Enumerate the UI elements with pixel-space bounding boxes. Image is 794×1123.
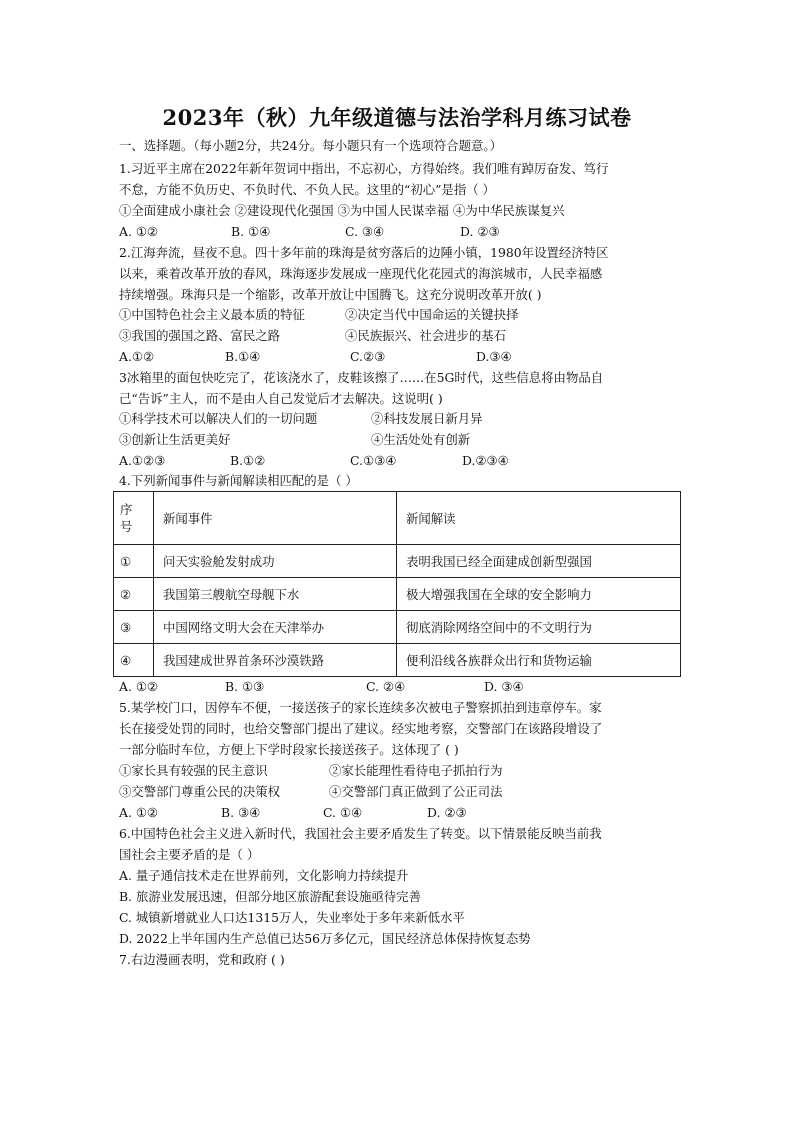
q3-stem-line-1: 3冰箱里的面包快吃完了，花该浇水了，皮鞋该擦了……在5G时代，这些信息将由物品自 (119, 370, 604, 385)
q6-option-c: C. 城镇新增就业人口达1315万人，失业率处于多年来新低水平 (119, 910, 465, 925)
table-cell-event: 我国第三艘航空母舰下水 (154, 578, 397, 611)
q3-statement-1: ①科学技术可以解决人们的一切问题 (119, 411, 318, 426)
table-header-interpretation: 新闻解读 (397, 492, 681, 545)
q6-option-a: A. 量子通信技术走在世界前列，文化影响力持续提升 (119, 868, 409, 883)
q3-statement-3: ③创新让生活更美好 (119, 432, 231, 447)
table-cell-seq: ① (114, 545, 154, 578)
q5-option-c: C. ①④ (323, 805, 363, 820)
q6-stem-line-1: 6.中国特色社会主义进入新时代，我国社会主要矛盾发生了转变。以下情景能反映当前我 (119, 826, 602, 841)
q5-stem-line-1: 5.某学校门口，因停车不便，一接送孩子的家长连续多次被电子警察抓拍到违章停车。家 (119, 700, 602, 715)
table-header-seq-label: 序号 (120, 502, 133, 534)
q3-stem-line-2: 己“告诉”主人，而不是由人自己发觉后才去解决。这说明( ) (119, 391, 443, 406)
q2-option-d: D.③④ (476, 349, 512, 364)
q4-option-c: C. ②④ (366, 679, 406, 694)
exam-title: 2023年（秋）九年级道德与法治学科月练习试卷 (162, 105, 632, 130)
q1-stem-line-2: 不怠，方能不负历史、不负时代、不负人民。这里的“初心”是指（ ） (119, 182, 495, 197)
news-table (113, 491, 681, 677)
q1-option-d: D. ②③ (460, 224, 500, 239)
table-cell-seq: ② (114, 578, 154, 611)
q2-statement-3: ③我国的强国之路、富民之路 (119, 328, 281, 343)
table-row (114, 644, 681, 677)
table-cell-event: 问天实验舱发射成功 (154, 545, 397, 578)
q4-option-b: B. ①③ (225, 679, 265, 694)
table-header-seq (114, 492, 154, 545)
table-cell-event: 中国网络文明大会在天津举办 (154, 611, 397, 644)
q2-stem-line-2: 以来，乘着改革开放的春风，珠海逐步发展成一座现代化花园式的海滨城市，人民幸福感 (119, 266, 603, 281)
q2-statement-4: ④民族振兴、社会进步的基石 (345, 328, 507, 343)
q4-option-a: A. ①② (119, 679, 159, 694)
q2-option-c: C.②③ (350, 349, 386, 364)
table-row (114, 545, 681, 578)
q2-statement-1: ①中国特色社会主义最本质的特征 (119, 307, 305, 322)
q3-option-a: A.①②③ (119, 453, 166, 468)
table-header-row (114, 492, 681, 545)
q2-option-a: A.①② (119, 349, 155, 364)
q4-stem: 4.下列新闻事件与新闻解读相匹配的是（ ） (119, 473, 358, 488)
q5-option-a: A. ①② (119, 805, 159, 820)
q5-stem-line-2: 长在接受处罚的同时，也给交警部门提出了建议。经实地考察，交警部门在该路段增设了 (119, 721, 603, 736)
q2-stem-line-3: 持续增强。珠海只是一个缩影，改革开放让中国腾飞。这充分说明改革开放( ) (119, 287, 542, 302)
q4-option-d: D. ③④ (484, 679, 524, 694)
table-cell-event: 我国建成世界首条环沙漠铁路 (154, 644, 397, 677)
q5-option-b: B. ③④ (221, 805, 261, 820)
table-cell-seq: ③ (114, 611, 154, 644)
table-row (114, 578, 681, 611)
q3-option-c: C.①③④ (350, 453, 397, 468)
table-cell-interpretation: 表明我国已经全面建成创新型强国 (397, 545, 681, 578)
q5-stem-line-3: 一部分临时车位，方便上下学时段家长接送孩子。这体现了 ( ) (119, 742, 459, 757)
q5-statement-4: ④交警部门真正做到了公正司法 (329, 784, 503, 799)
q1-statements: ①全面建成小康社会 ②建设现代化强国 ③为中国人民谋幸福 ④为中华民族谋复兴 (119, 203, 565, 218)
q1-option-b: B. ①④ (231, 224, 271, 239)
q3-statement-4: ④生活处处有创新 (371, 432, 471, 447)
table-header-event: 新闻事件 (154, 492, 397, 545)
q5-statement-2: ②家长能理性看待电子抓拍行为 (329, 763, 503, 778)
table-cell-seq: ④ (114, 644, 154, 677)
table-row (114, 611, 681, 644)
q7-stem: 7.右边漫画表明，党和政府 ( ) (119, 952, 285, 967)
q6-option-b: B. 旅游业发展迅速，但部分地区旅游配套设施亟待完善 (119, 889, 421, 904)
q5-option-d: D. ②③ (427, 805, 467, 820)
q2-option-b: B.①④ (225, 349, 261, 364)
q3-statement-2: ②科技发展日新月异 (371, 411, 483, 426)
q1-stem-line-1: 1.习近平主席在2022年新年贺词中指出，不忘初心，方得始终。我们唯有踔厉奋发、笃行 (119, 161, 609, 176)
table-cell-interpretation: 彻底消除网络空间中的不文明行为 (397, 611, 681, 644)
q5-statement-1: ①家长具有较强的民主意识 (119, 763, 268, 778)
q5-statement-3: ③交警部门尊重公民的决策权 (119, 784, 281, 799)
section-heading: 一、选择题。（每小题2分，共24分。每小题只有一个选项符合题意。） (119, 138, 502, 153)
table-cell-interpretation: 极大增强我国在全球的安全影响力 (397, 578, 681, 611)
q6-stem-line-2: 国社会主要矛盾的是（ ） (119, 847, 260, 862)
q1-option-a: A. ①② (119, 224, 159, 239)
q3-option-b: B.①② (230, 453, 266, 468)
q6-option-d: D. 2022上半年国内生产总值已达56万多亿元，国民经济总体保持恢复态势 (119, 931, 531, 946)
q2-stem-line-1: 2.江海奔流，昼夜不息。四十多年前的珠海是贫穷落后的边陲小镇，1980年设置经济特区 (119, 245, 609, 260)
q2-statement-2: ②决定当代中国命运的关键抉择 (345, 307, 519, 322)
table-cell-interpretation: 便利沿线各族群众出行和货物运输 (397, 644, 681, 677)
q3-option-d: D.②③④ (462, 453, 509, 468)
q1-option-c: C. ③④ (345, 224, 385, 239)
